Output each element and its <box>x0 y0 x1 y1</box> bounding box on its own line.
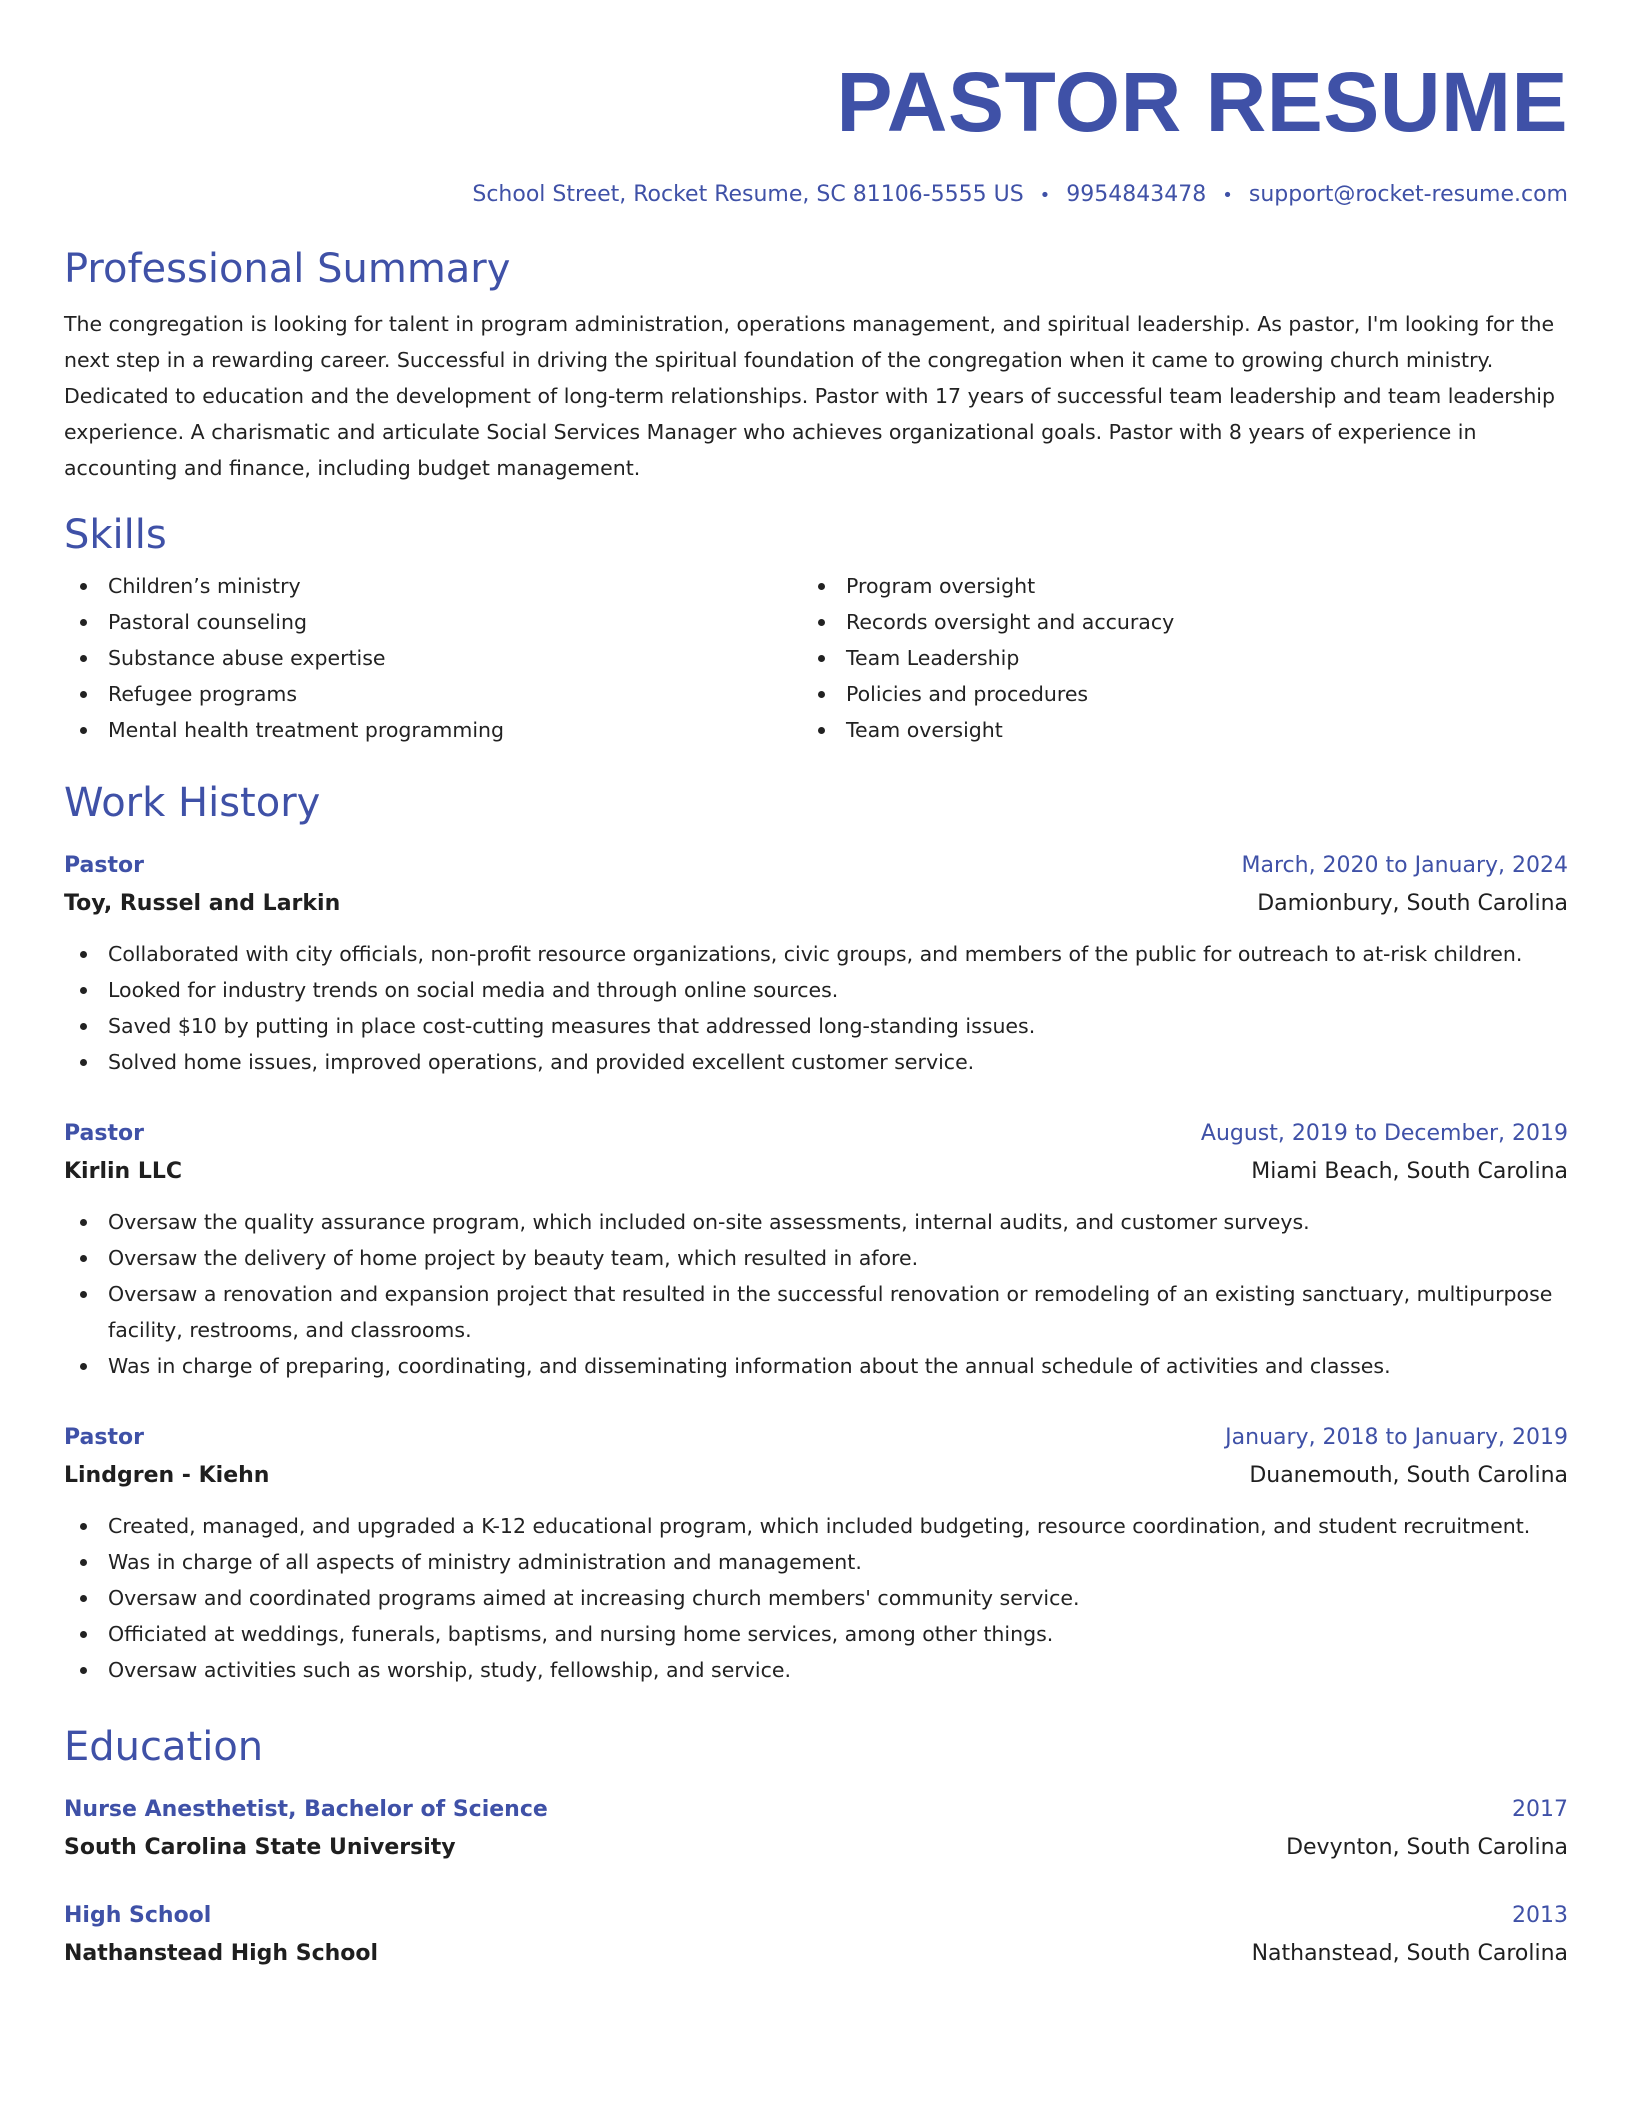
job-company: Lindgren - Kiehn <box>64 1463 270 1488</box>
job-company: Kirlin LLC <box>64 1159 183 1184</box>
job-dates: January, 2018 to January, 2019 <box>1225 1425 1568 1450</box>
job-subheader <box>64 1152 1568 1192</box>
resume-title: PASTOR RESUME <box>836 55 1568 149</box>
job-bullet: Oversaw activities such as worship, study, fellowship, and service. <box>64 1652 1568 1688</box>
work-history-heading: Work History <box>64 780 321 826</box>
job-subheader <box>64 884 1568 924</box>
job-bullet: Saved $10 by putting in place cost-cutting measures that addressed long-standing issues. <box>64 1008 1568 1044</box>
job-entry <box>64 848 1568 1080</box>
skill-item: Policies and procedures <box>802 676 1540 712</box>
job-bullet: Oversaw a renovation and expansion project that resulted in the successful renovation or remodeling of an existing sanctuary, multipurpose facility, restrooms, and classrooms. <box>64 1276 1568 1348</box>
job-entry <box>64 1420 1568 1688</box>
skills-list <box>64 568 1568 748</box>
education-header <box>64 1792 1568 1828</box>
bullet-separator: • <box>1222 185 1233 206</box>
job-role: Pastor <box>64 1121 144 1146</box>
skill-item: Team Leadership <box>802 640 1540 676</box>
education-header <box>64 1898 1568 1934</box>
skill-item: Pastoral counseling <box>64 604 802 640</box>
skill-item: Children’s ministry <box>64 568 802 604</box>
job-header <box>64 1420 1568 1456</box>
skill-item: Team oversight <box>802 712 1540 748</box>
job-bullets <box>64 1508 1568 1688</box>
job-dates: August, 2019 to December, 2019 <box>1200 1121 1568 1146</box>
job-bullet: Collaborated with city officials, non-profit resource organizations, civic groups, and members of the public for outreach to at-risk children. <box>64 936 1568 972</box>
education-location: Devynton, South Carolina <box>1286 1835 1568 1860</box>
job-bullet: Created, managed, and upgraded a K-12 educational program, which included budgeting, resource coordination, and student recruitment. <box>64 1508 1568 1544</box>
job-bullet: Was in charge of all aspects of ministry administration and management. <box>64 1544 1568 1580</box>
job-bullet: Oversaw and coordinated programs aimed at increasing church members' community service. <box>64 1580 1568 1616</box>
education-location: Nathanstead, South Carolina <box>1251 1941 1568 1966</box>
address-text: School Street, Rocket Resume, SC 81106-5555 US <box>472 182 1024 207</box>
job-bullets <box>64 936 1568 1080</box>
skill-item: Records oversight and accuracy <box>802 604 1540 640</box>
contact-line <box>64 180 1568 211</box>
education-school: Nathanstead High School <box>64 1941 379 1966</box>
job-role: Pastor <box>64 853 144 878</box>
job-location: Duanemouth, South Carolina <box>1249 1463 1568 1488</box>
job-location: Damionbury, South Carolina <box>1257 891 1568 916</box>
job-bullet: Was in charge of preparing, coordinating, and disseminating information about the annual schedule of activities and classes. <box>64 1348 1568 1384</box>
job-bullet: Officiated at weddings, funerals, baptisms, and nursing home services, among other things. <box>64 1616 1568 1652</box>
bullet-separator: • <box>1039 185 1051 206</box>
email-text: support@rocket-resume.com <box>1248 182 1568 207</box>
job-bullet: Oversaw the delivery of home project by beauty team, which resulted in afore. <box>64 1240 1568 1276</box>
summary-text: The congregation is looking for talent in program administration, operations management, and spiritual leadership. As pastor, I'm looking for the next step in a rewarding career. Successful in driving the spiritual foundation of the congregation when it came to growing church ministry. Dedicated to education and the development of long-term relationships. Pastor with 17 years of successful team leadership and team leadership experience. A charismatic and articulate Social Services Manager who achieves organizational goals. Pastor with 8 years of experience in accounting and finance, including budget management. <box>64 312 1556 480</box>
skills-column-left <box>64 568 802 748</box>
skill-item: Program oversight <box>802 568 1540 604</box>
job-bullets <box>64 1204 1568 1384</box>
job-company: Toy, Russel and Larkin <box>64 891 341 916</box>
job-header <box>64 848 1568 884</box>
education-subheader <box>64 1934 1568 1974</box>
skill-item: Refugee programs <box>64 676 802 712</box>
education-entry <box>64 1898 1568 1974</box>
job-bullet: Oversaw the quality assurance program, which included on-site assessments, internal audits, and customer surveys. <box>64 1204 1568 1240</box>
skill-item: Substance abuse expertise <box>64 640 802 676</box>
summary-heading: Professional Summary <box>64 246 511 292</box>
education-heading: Education <box>64 1724 264 1770</box>
job-header <box>64 1116 1568 1152</box>
phone-text: 9954843478 <box>1066 182 1207 207</box>
education-entry <box>64 1792 1568 1868</box>
job-bullet: Solved home issues, improved operations, and provided excellent customer service. <box>64 1044 1568 1080</box>
job-dates: March, 2020 to January, 2024 <box>1241 853 1568 878</box>
education-subheader <box>64 1828 1568 1868</box>
skill-item: Mental health treatment programming <box>64 712 802 748</box>
job-bullet: Looked for industry trends on social media and through online sources. <box>64 972 1568 1008</box>
job-location: Miami Beach, South Carolina <box>1251 1159 1568 1184</box>
education-school: South Carolina State University <box>64 1835 456 1860</box>
resume-header <box>64 50 1568 211</box>
education-degree: Nurse Anesthetist, Bachelor of Science <box>64 1797 548 1822</box>
job-entry <box>64 1116 1568 1384</box>
skills-heading: Skills <box>64 512 167 558</box>
job-role: Pastor <box>64 1425 144 1450</box>
skills-column-right <box>802 568 1540 748</box>
education-year: 2017 <box>1512 1797 1568 1822</box>
education-degree: High School <box>64 1903 212 1928</box>
education-year: 2013 <box>1512 1903 1568 1928</box>
job-subheader <box>64 1456 1568 1496</box>
